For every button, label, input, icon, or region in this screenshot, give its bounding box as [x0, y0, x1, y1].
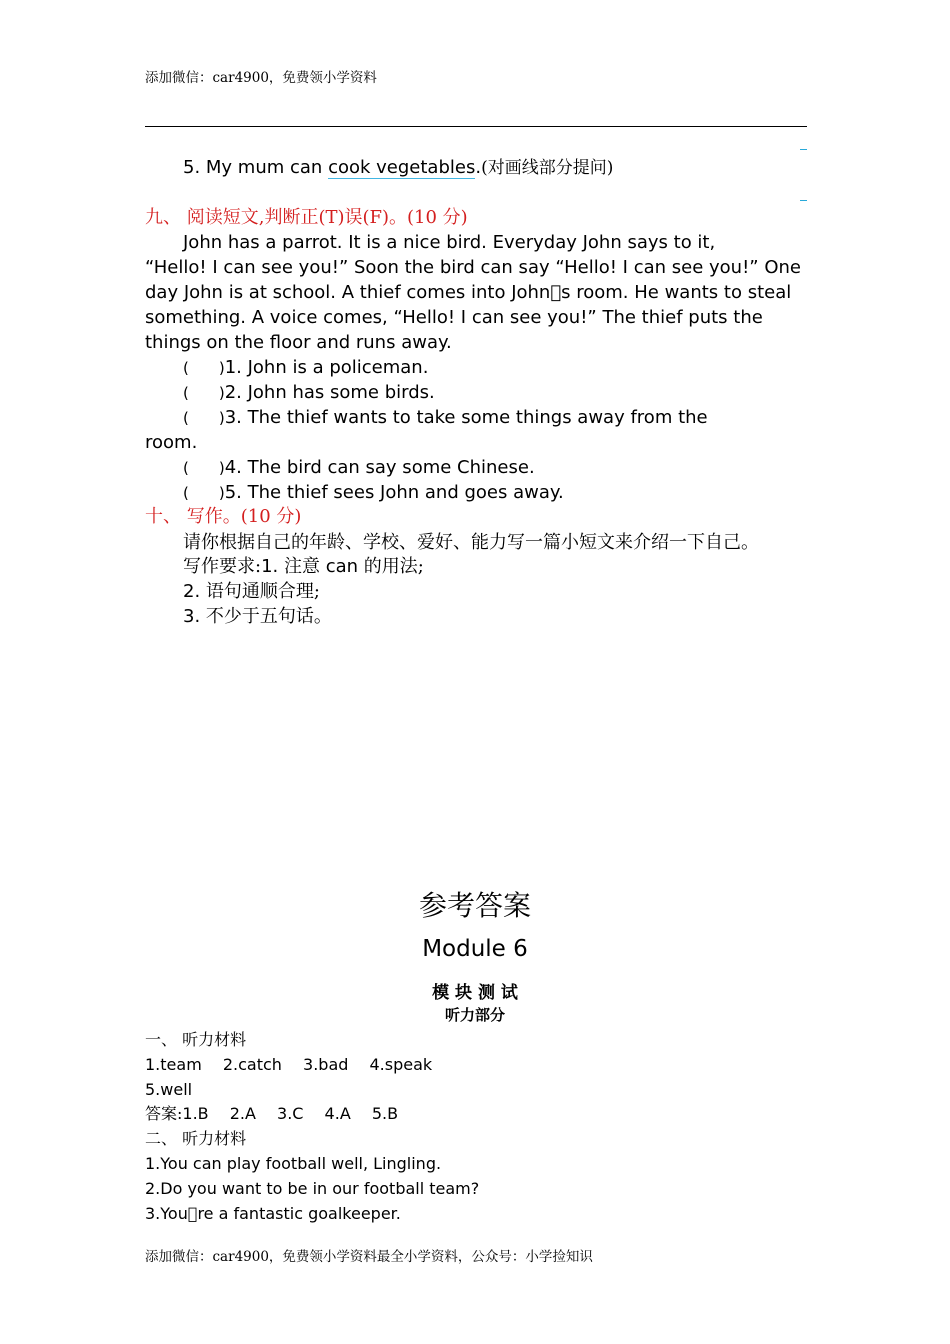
- tf-item-3-continued: room.: [145, 432, 198, 453]
- listening-part-heading: 听力部分: [444, 1006, 505, 1024]
- listening-sentence-2: 2.Do you want to be in our football team?: [145, 1179, 480, 1198]
- header-rule: [145, 126, 807, 127]
- footer-note: 添加微信：car4900，免费领小学资料最全小学资料，公众号：小学捡知识: [145, 1249, 593, 1265]
- module-title: Module 6: [422, 936, 528, 962]
- section-10-title: 十、 写作。(10 分): [145, 506, 302, 527]
- writing-requirement-3: 3. 不少于五句话。: [183, 606, 332, 627]
- section-1-title: 一、 听力材料: [145, 1030, 247, 1049]
- answer-blank[interactable]: ( ): [183, 459, 225, 477]
- answer-blank[interactable]: ( ): [183, 359, 225, 377]
- section-1-answers: 答案:1.B 2.A 3.C 4.A 5.B: [145, 1104, 399, 1123]
- listening-words-2: 5.well: [145, 1080, 193, 1099]
- answer-blank[interactable]: ( ): [183, 409, 225, 427]
- listening-sentence-3: 3.You re a fantastic goalkeeper.: [145, 1204, 401, 1223]
- answers-title: 参考答案: [418, 889, 531, 922]
- tf-item-5: ( )5. The thief sees John and goes away.: [183, 482, 564, 503]
- margin-mark: [800, 200, 807, 201]
- tf-item-3: ( )3. The thief wants to take some things away from the: [183, 407, 708, 428]
- tf-item-1: ( )1. John is a policeman.: [183, 357, 429, 378]
- writing-prompt: 请你根据自己的年龄、学校、爱好、能力写一篇小短文来介绍一下自己。: [183, 532, 759, 553]
- test-subtitle: 模 块 测 试: [432, 983, 518, 1003]
- section-9-title: 九、 阅读短文,判断正(T)误(F)。(10 分): [145, 207, 468, 228]
- writing-requirement-1: 写作要求:1. 注意 can 的用法;: [183, 556, 424, 577]
- answer-blank[interactable]: ( ): [183, 484, 225, 502]
- header-note: 添加微信：car4900，免费领小学资料: [145, 70, 377, 86]
- answer-blank[interactable]: ( ): [183, 384, 225, 402]
- listening-words-1: 1.team 2.catch 3.bad 4.speak: [145, 1055, 433, 1074]
- tf-item-2: ( )2. John has some birds.: [183, 382, 435, 403]
- listening-sentence-1: 1.You can play football well, Lingling.: [145, 1154, 442, 1173]
- reading-passage: John has a parrot. It is a nice bird. Everyday John says to it, “Hello! I can see you!” Soon the bird can say “Hello! I can see you!” One day John is at school. A thief comes into John s room. He wants to steal something. A voice comes, “Hello! I can see you!” The thief puts the things on the floor and runs away.: [145, 232, 801, 353]
- underlined-phrase: cook vegetables: [328, 157, 476, 178]
- section-2-title: 二、 听力材料: [145, 1129, 247, 1148]
- question-5: 5. My mum can cook vegetables.(对画线部分提问): [183, 157, 614, 178]
- margin-mark: [800, 149, 807, 150]
- writing-requirement-2: 2. 语句通顺合理;: [183, 581, 320, 602]
- tf-item-4: ( )4. The bird can say some Chinese.: [183, 457, 535, 478]
